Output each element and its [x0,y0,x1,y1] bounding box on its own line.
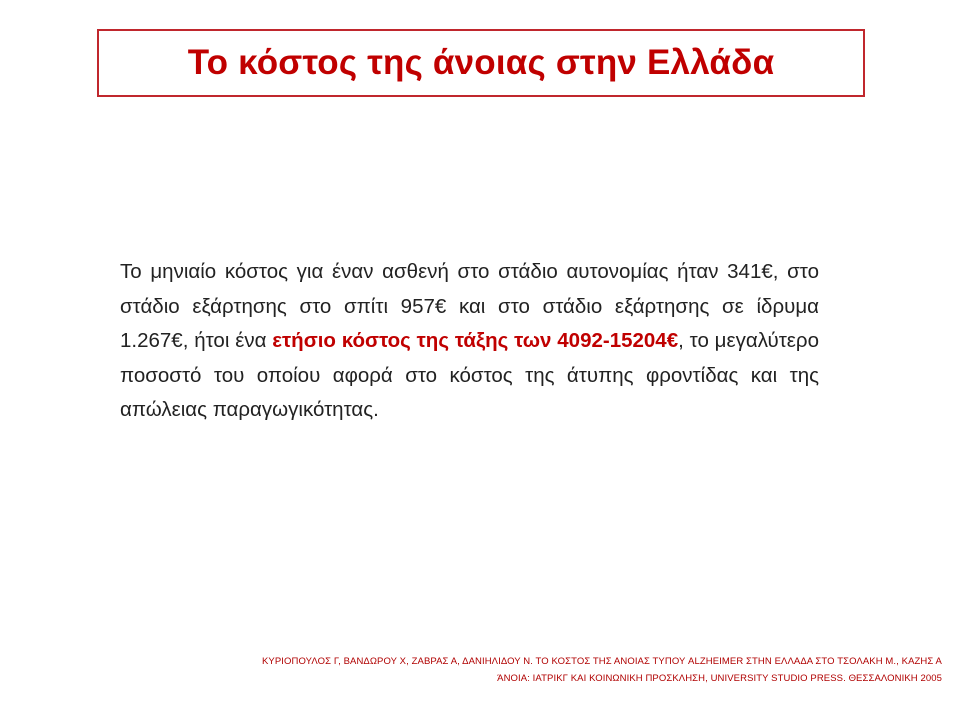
paragraph-conclusion: , το μεγαλύτερο ποσοστό του οποίου αφορά στο κόστος της άτυπης φροντίδας και της απώλειας παραγωγικότητας. [120,329,819,421]
citation [112,653,942,687]
citation-line-2: ΆΝΟΙΑ: ΙΑΤΡΙΚΓ ΚΑΙ ΚΟΙΝΩΝΙΚΗ ΠΡΟΣΚΛΗΣΗ, UNIVERSITY STUDIO PRESS. ΘΕΣΣΑΛΟΝΙΚΗ 2005 [497,673,942,684]
slide-title: Το κόστος της άνοιας στην Ελλάδα [187,43,775,82]
body-paragraph [120,255,819,428]
paragraph-highlight: ετήσιο κόστος της τάξης των 4092-15204€ [272,329,679,352]
paragraph-intro: Το μηνιαίο κόστος για έναν ασθενή στο στάδιο αυτονομίας ήταν 341€, στο στάδιο εξάρτησης στο σπίτι 957€ και στο στάδιο εξάρτησης σε ίδρυμα 1.267€, ήτοι ένα [120,260,819,352]
citation-line-1: ΚΥΡΙΟΠΟΥΛΟΣ Γ, ΒΑΝΔΩΡΟΥ Χ, ΖΑΒΡΑΣ Α, ΔΑΝΙΗΛΙΔΟΥ Ν. ΤΟ ΚΟΣΤΟΣ ΤΗΣ ΑΝΟΙΑΣ ΤΥΠΟΥ ALZHEIMER ΣΤΗΝ ΕΛΛΑΔΑ ΣΤΟ ΤΣΟΛΑΚΗ Μ., ΚΑΖΗΣ Α [261,656,942,667]
title-frame [97,29,865,97]
